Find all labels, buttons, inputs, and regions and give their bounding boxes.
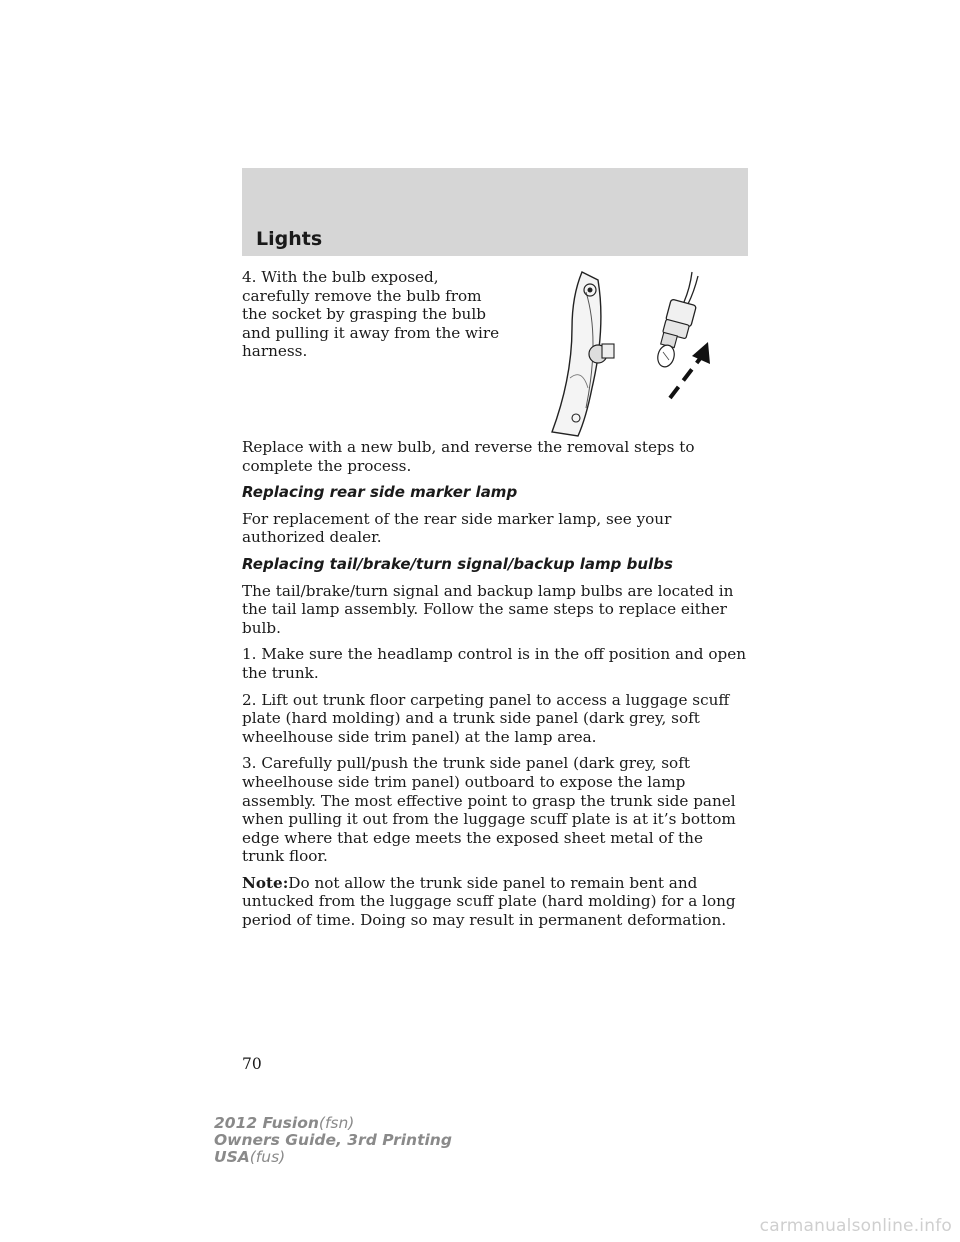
step-4-text: 4. With the bulb exposed, carefully remove the bulb from the socket by grasping the bulb and pulling it away from the wire harness. (242, 268, 500, 361)
footer-line-1 (214, 1115, 452, 1132)
page-content (242, 268, 748, 938)
footer-line-2: Owners Guide, 3rd Printing (214, 1131, 452, 1149)
step-1-text: 1. Make sure the headlamp control is in the off position and open the trunk. (242, 645, 746, 682)
step-3-text: 3. Carefully pull/push the trunk side panel (dark grey, soft wheelhouse side trim panel) outboard to expose the lamp assembly. The most effective point to grasp the trunk side panel when pulling it out from the luggage scuff plate is at it’s bottom edge where that edge meets the exposed sheet metal of the trunk floor. (242, 754, 736, 866)
page-number: 70 (242, 1055, 262, 1073)
watermark-text: carmanualsonline.info (759, 1216, 952, 1236)
document-footer (214, 1115, 452, 1166)
footer-market: USA (214, 1148, 250, 1166)
bulb-removal-illustration (542, 268, 742, 438)
footer-model: 2012 Fusion (214, 1114, 319, 1132)
footer-model-code: (fsn) (318, 1114, 355, 1132)
section-title: Lights (256, 228, 323, 250)
subheading-rear-side-marker: Replacing rear side marker lamp (242, 483, 518, 502)
step-4-row (242, 268, 748, 438)
footer-line-3 (214, 1149, 452, 1166)
note-label: Note: (242, 873, 289, 892)
replace-paragraph: Replace with a new bulb, and reverse the removal steps to complete the process. (242, 438, 695, 475)
note-text: Do not allow the trunk side panel to remain bent and untucked from the luggage scuff plate (hard molding) for a long period of time. Doing so may result in permanent deformation. (242, 873, 736, 930)
subheading-tail-lamp-bulbs: Replacing tail/brake/turn signal/backup lamp bulbs (242, 554, 673, 573)
tail-lamp-paragraph: The tail/brake/turn signal and backup lamp bulbs are located in the tail lamp assembly. Follow the same steps to replace either bulb. (242, 581, 734, 637)
side-marker-paragraph: For replacement of the rear side marker lamp, see your authorized dealer. (242, 509, 672, 547)
footer-market-code: (fus) (249, 1148, 286, 1166)
step-2-text: 2. Lift out trunk floor carpeting panel to access a luggage scuff plate (hard molding) and a trunk side panel (dark grey, soft wheelhouse side trim panel) at the lamp area. (242, 690, 730, 746)
note-paragraph (242, 874, 748, 930)
